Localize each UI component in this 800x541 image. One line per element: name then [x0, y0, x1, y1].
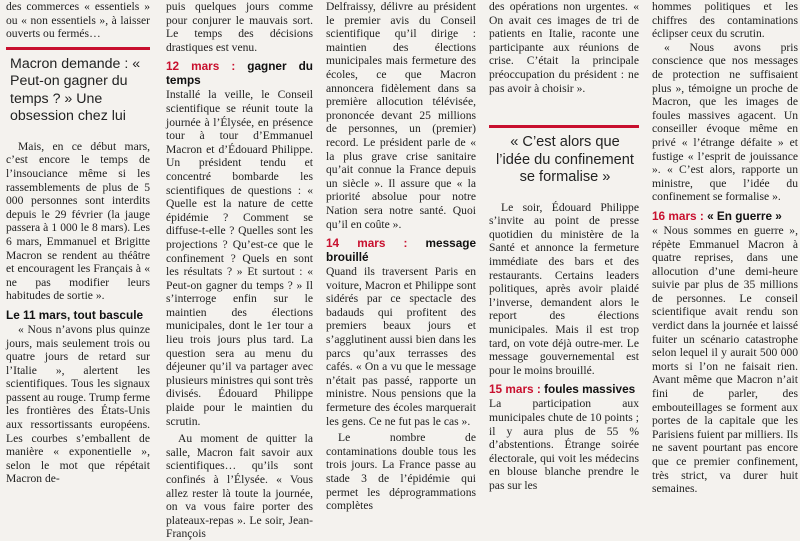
column-5 — [652, 0, 798, 496]
paragraph: La participation aux municipales chute de 10 points ; il y aura plus de 55 % d’abstentions. Étrange soirée électorale, qui voit les médecins en blouse blanche prendre le pas sur les — [489, 397, 639, 492]
subheading-date: 15 mars : — [489, 382, 541, 397]
paragraph: Installé la veille, le Conseil scientifique se réunit toute la journée à l’Élysée, en présence tour à tour d’Emmanuel Macron et d’Édouard Philippe. Un président tendu et concentré bombarde les scientifiques de questions : « Quelle est la nature de cette épidémie ? Comment se diffuse-t-elle ? Quelles sont les projections ? Qu’est-ce que le confinement ? Quels en sont les résultats ? » Et surtout : « Peut-on gagner du temps ? » Il s’interroge enfin sur le maintien des élections municipales, dont le 1er tour a lieu trois jours plus tard. La question sera au menu du déjeuner qu’il va partager avec plusieurs ministres qui sont très divisés. Édouard Philippe plaide pour le maintien du scrutin. — [166, 88, 313, 428]
paragraph: hommes politiques et les chiffres des contaminations éclipser ceux du scrutin. — [652, 0, 798, 41]
subheading — [652, 209, 798, 223]
column-2 — [166, 0, 313, 541]
subheading-date: 16 mars : — [652, 208, 704, 223]
subheading-date: 12 mars : — [166, 59, 236, 74]
paragraph: des opérations non urgentes. « On avait ces images de tri de patients en Italie, raconte une participante aux réunions de crise. C’était la principale préoccupation du président : ne pas avoir à choisir ». — [489, 0, 639, 95]
subheading-title: gagner du temps — [166, 59, 313, 88]
paragraph: Le soir, Édouard Philippe s’invite au point de presse quotidien du ministère de la Santé et annonce la fermeture immédiate des bars et des restaurants. Certains leaders politiques, après avoir plaidé l’inverse, demandent alors le report des élections municipales. Mais il est trop tard, on vote déjà outre-mer. Le message gouvernemental est pour le moins brouillé. — [489, 200, 639, 377]
pull-quote: « C’est alors que l’idée du confinement se formalise » — [489, 125, 639, 193]
paragraph: Le nombre de contaminations double tous les trois jours. La France passe au stade 3 de l’épidémie qui permet les déprogrammations complètes — [326, 431, 476, 513]
subheading-title: foules massives — [544, 382, 636, 397]
subheading — [489, 382, 639, 396]
pull-quote: Macron demande : « Peut-on gagner du temps ? » Une obsession chez lui — [6, 47, 150, 132]
subheading: Le 11 mars, tout bascule — [6, 307, 144, 322]
subheading-date: 14 mars : — [326, 236, 408, 251]
paragraph: « Nous n’avons plus quinze jours, mais seulement trois ou quatre jours de retard sur l’Italie », alertent les scientifiques. Tous les signaux passent au rouge. Trump ferme les frontières des États-Unis aux ressortissants européens. Les courbes s’emballent de manière « exponentielle », selon le mot que répétait Macron de- — [6, 322, 150, 486]
subheading-title: message brouillé — [326, 236, 477, 265]
paragraph: « Nous sommes en guerre », répète Emmanuel Macron à quatre reprises, dans une allocution d’une demi-heure suivie par plus de 35 millions de personnes. Le conseil scientifique avait rendu son verdict dans la journée et laissé fuiter un scénario catastrophe selon lequel il y aurait 500 000 morts si l’on ne faisait rien. Avant même que Macron n’ait fini de parler, des embouteillages se forment aux portes de la capitale que les Parisiens fuient par milliers. Ils ne savent pourtant pas encore que ce premier confinement, très strict, va durer huit semaines. — [652, 223, 798, 496]
column-1 — [6, 0, 150, 486]
subheading — [166, 59, 313, 87]
column-3 — [326, 0, 477, 513]
paragraph: Delfraissy, délivre au président le premier avis du Conseil scientifique qu’il dirige : maintien des élections municipales mais fermeture des écoles, ce que Macron annoncera fidèlement dans sa première allocution télévisée, prononcée devant 25 millions de personnes, un (premier) record. Le président parle de « la plus grave crise sanitaire qu’ait connue la France depuis un siècle ». Il assure que « la priorité absolue pour notre Nation sera notre santé. Quoi qu’il en coûte ». — [326, 0, 476, 231]
paragraph: Mais, en ce début mars, c’est encore le temps de l’insouciance même si les rassemblements de plus de 5 000 personnes sont interdits depuis le 29 février (la jauge passera à 1 000 le 8 mars). Les 6 mars, Emmanuel et Brigitte Macron se rendent au théâtre et encouragent les Français à « ne pas modifier leurs habitudes de sortie ». — [6, 139, 150, 303]
paragraph: Quand ils traversent Paris en voiture, Macron et Philippe sont sidérés par ce spectacle des badauds qui profitent des premiers beaux jours et s’agglutinent aussi bien dans les parcs qu’aux terrasses des cafés. « On a vu que le message n’était pas passé, rapporte un ministre. Nous pensions que la fermeture des écoles marquerait les gens. Ce ne fut pas le cas ». — [326, 265, 476, 428]
subheading — [326, 236, 476, 264]
paragraph: Au moment de quitter la salle, Macron fait savoir aux scientifiques… qu’ils sont confinés à l’Élysée. « Vous allez rester là toute la journée, on va vous faire porter des plateaux-repas ». Le soir, Jean-François — [166, 432, 313, 541]
paragraph: « Nous avons pris conscience que nos messages de protection ne suffisaient plus », témoigne un proche de Macron, que les images de foules massives agacent. Un conseiller évoque même en privé « l’étrange défaite » et fustige « l’esprit de jouissance ». « C’est alors, rapporte un ministre, que l’idée du confinement se formalise ». — [652, 40, 798, 204]
paragraph: puis quelques jours comme pour conjurer le mauvais sort. Le temps des décisions drastiques est venu. — [166, 0, 313, 54]
column-4 — [489, 0, 639, 492]
paragraph: des commerces « essentiels » ou « non essentiels », à laisser ouverts ou fermés… — [6, 0, 150, 41]
subheading-title: « En guerre » — [707, 208, 782, 223]
